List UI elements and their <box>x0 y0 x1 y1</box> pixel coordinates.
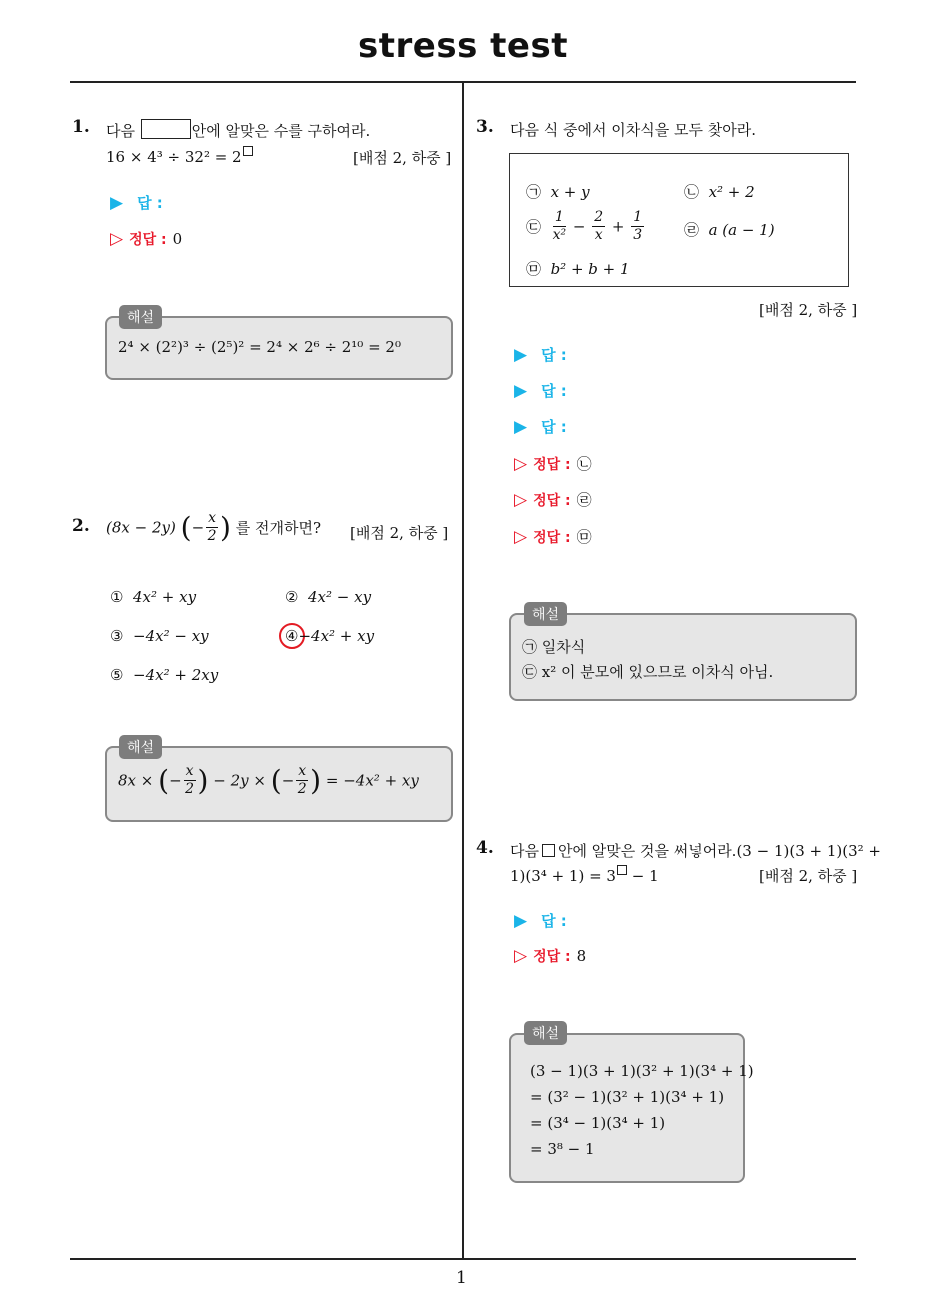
question-text-prefix: 다음 <box>106 122 135 140</box>
answer-label: 답 : <box>541 382 567 400</box>
item-1: ㉠ x + y <box>526 183 590 201</box>
answer-label: 답 : <box>541 418 567 436</box>
play-icon: ▶ <box>514 417 528 437</box>
footer-rule <box>70 1258 856 1260</box>
explanation-text: 2⁴ × (2²)³ ÷ (2⁵)² = 2⁴ × 2⁶ ÷ 2¹⁰ = 2⁰ <box>118 338 401 356</box>
explanation-tab: 해설 <box>524 602 567 626</box>
question-text: 다음 안에 알맞은 것을 써넣어라.(3 − 1)(3 + 1)(3² + <box>510 842 881 860</box>
correct-answer-row-3: ▷ 정답 : ㉤ <box>514 527 592 547</box>
explanation-tab: 해설 <box>524 1021 567 1045</box>
play-icon: ▶ <box>514 911 528 931</box>
triangle-outline-icon: ▷ <box>514 527 528 547</box>
explanation-line-2: ㉢ x² 이 분모에 있으므로 이차식 아님. <box>522 663 774 681</box>
option-4[interactable]: ④−4x² + xy <box>285 627 375 645</box>
play-icon: ▶ <box>110 193 124 213</box>
fraction: $\frac{x}{2}$ <box>207 510 217 544</box>
answer-row-3[interactable] <box>514 416 567 437</box>
triangle-outline-icon: ▷ <box>514 490 528 510</box>
question-number: 1. <box>72 117 90 137</box>
answer-row[interactable] <box>110 192 163 213</box>
blank-box <box>141 119 191 139</box>
question-expression: (8x − 2y) <box>106 518 176 537</box>
question-text-suffix: 를 전개하면? <box>235 519 322 537</box>
explanation-line-1: (3 − 1)(3 + 1)(3² + 1)(3⁴ + 1) <box>530 1062 754 1080</box>
play-icon: ▶ <box>514 345 528 365</box>
option-2[interactable]: ② 4x² − xy <box>285 588 372 606</box>
correct-answer-row: ▷ 정답 : 8 <box>514 946 587 966</box>
item-4: ㉣ a (a − 1) <box>684 221 775 239</box>
answer-label: 답 : <box>541 912 567 930</box>
answer-label: 답 : <box>541 346 567 364</box>
option-1[interactable]: ① 4x² + xy <box>110 588 197 606</box>
item-3: ㉢ $\frac{1}{\text{x²}}$ − $\frac{2}{x}$ + $\frac{1}{3}$ <box>526 209 643 243</box>
play-icon: ▶ <box>514 381 528 401</box>
item-2: ㉡ x² + 2 <box>684 183 755 201</box>
answer-row[interactable] <box>514 910 567 931</box>
option-3[interactable]: ③ −4x² − xy <box>110 627 209 645</box>
correct-value: 0 <box>172 230 183 248</box>
explanation-line-4: = 3⁸ − 1 <box>530 1140 595 1158</box>
correct-answer-row <box>110 229 182 249</box>
item-5: ㉤ b² + b + 1 <box>526 260 630 278</box>
page-title: stress test <box>358 26 568 66</box>
explanation-box <box>509 1033 745 1183</box>
answer-row-2[interactable] <box>514 380 567 401</box>
question-number: 2. <box>72 516 90 536</box>
explanation-tab: 해설 <box>119 305 162 329</box>
question-expression: 16 × 4³ ÷ 32² = 2 <box>106 146 253 166</box>
blank-square <box>617 865 627 875</box>
explanation-text: 8x × (− $\frac{x}{2}$ ) − 2y × (− $\frac{x}{2}$ ) = −4x² + xy <box>118 763 419 797</box>
question-number: 4. <box>476 838 494 858</box>
score-label: [배점 2, 하중 ] <box>350 524 449 542</box>
correct-answer-row-1: ▷ 정답 : ㉡ <box>514 454 592 474</box>
question-number: 3. <box>476 117 494 137</box>
answer-row-1[interactable] <box>514 344 567 365</box>
blank-square <box>243 146 253 156</box>
triangle-outline-icon: ▷ <box>110 229 124 249</box>
explanation-line-1: ㉠ 일차식 <box>522 638 586 656</box>
column-divider <box>462 82 464 1258</box>
explanation-box <box>509 613 857 701</box>
score-label: [배점 2, 하중 ] <box>759 301 858 319</box>
correct-answer-row-2: ▷ 정답 : ㉣ <box>514 490 592 510</box>
option-5[interactable]: ⑤ −4x² + 2xy <box>110 666 219 684</box>
question-text: 다음 식 중에서 이차식을 모두 찾아라. <box>510 121 756 139</box>
question-text <box>106 119 370 141</box>
explanation-line-3: = (3⁴ − 1)(3⁴ + 1) <box>530 1114 666 1132</box>
correct-label: 정답 : <box>129 232 167 248</box>
answer-label: 답 : <box>137 194 163 212</box>
score-label: [배점 2, 하중 ] <box>353 149 452 167</box>
score-label: [배점 2, 하중 ] <box>759 867 858 885</box>
explanation-line-2: = (3² − 1)(3² + 1)(3⁴ + 1) <box>530 1088 725 1106</box>
triangle-outline-icon: ▷ <box>514 454 528 474</box>
question-text-line-2: 1)(3⁴ + 1) = 3 − 1 <box>510 867 659 885</box>
explanation-tab: 해설 <box>119 735 162 759</box>
question-text-suffix: 안에 알맞은 수를 구하여라. <box>191 122 371 140</box>
page-number: 1 <box>456 1268 467 1288</box>
question-text: (8x − 2y) (− $\frac{x}{2}$ ) 를 전개하면? <box>106 510 322 544</box>
triangle-outline-icon: ▷ <box>514 946 528 966</box>
blank-square <box>542 844 555 857</box>
